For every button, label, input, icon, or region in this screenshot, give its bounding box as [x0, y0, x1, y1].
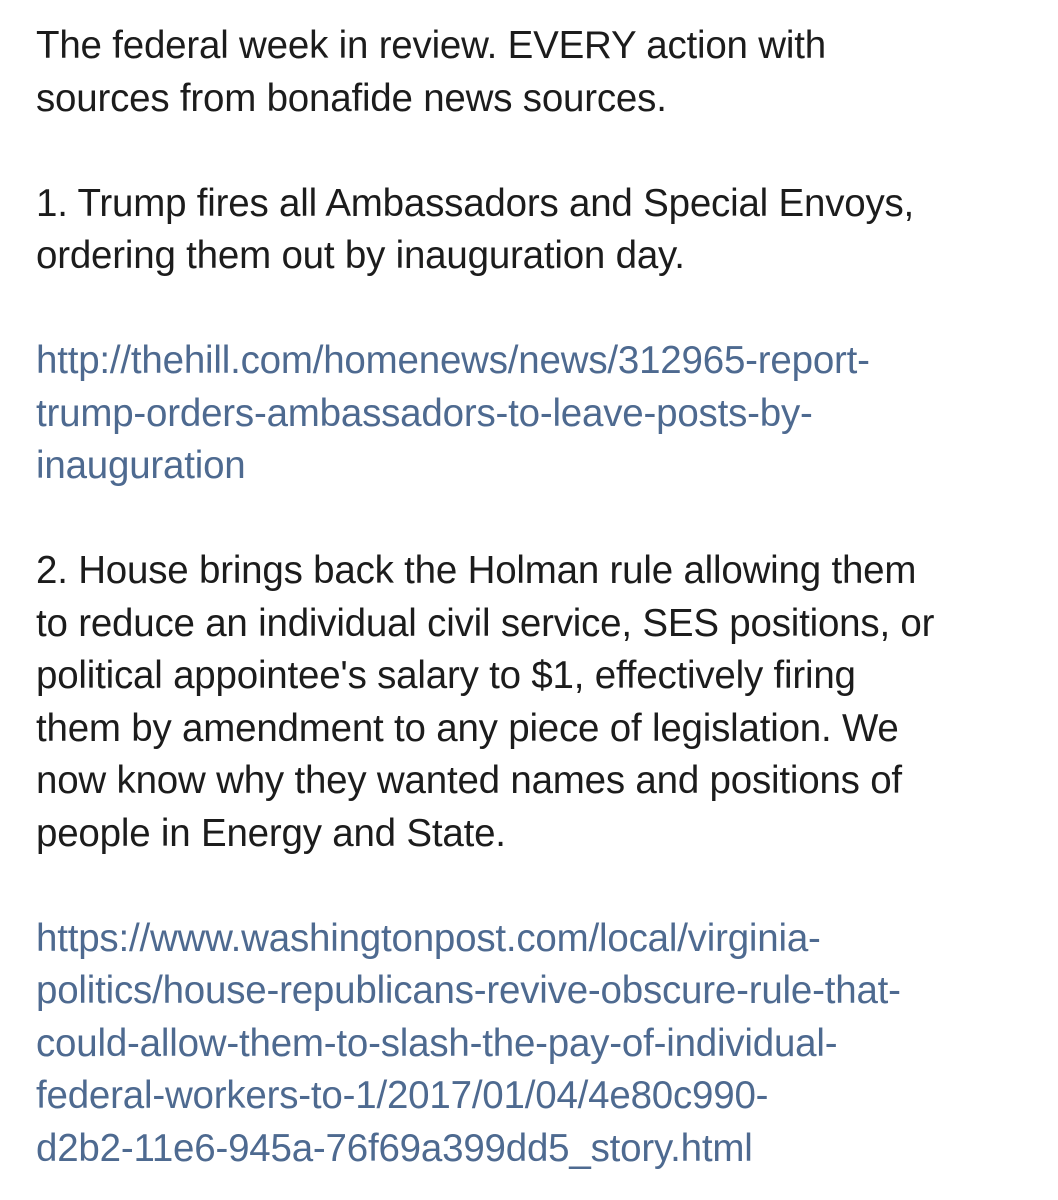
intro-line: The federal week in review. EVERY action with	[36, 24, 826, 67]
item-2-line: people in Energy and State.	[36, 811, 506, 855]
washingtonpost-link-line[interactable]: could-allow-them-to-slash-the-pay-of-individual-	[36, 1021, 838, 1065]
washingtonpost-link-line[interactable]: https://www.washingtonpost.com/local/virginia-	[36, 916, 821, 960]
thehill-link-line[interactable]: trump-orders-ambassadors-to-leave-posts-by-	[36, 391, 813, 435]
post-body	[36, 20, 1036, 1175]
item-2-line: political appointee's salary to $1, effectively firing	[36, 654, 856, 697]
washingtonpost-link-line[interactable]: politics/house-republicans-revive-obscure-rule-that-	[36, 969, 901, 1012]
item-1-paragraph	[36, 178, 1036, 283]
item-1-line: ordering them out by inauguration day.	[36, 234, 685, 277]
item-1-line: 1. Trump fires all Ambassadors and Special Envoys,	[36, 181, 915, 225]
paragraph-spacer	[36, 860, 1036, 913]
paragraph-spacer	[36, 283, 1036, 336]
intro-paragraph	[36, 20, 1036, 125]
item-2-line: to reduce an individual civil service, SES positions, or	[36, 601, 935, 645]
thehill-link-line[interactable]: inauguration	[36, 444, 246, 487]
item-2-line: them by amendment to any piece of legislation. We	[36, 706, 899, 750]
item-2-paragraph	[36, 545, 1036, 860]
paragraph-spacer	[36, 493, 1036, 546]
intro-line: sources from bonafide news sources.	[36, 76, 667, 120]
item-2-line: now know why they wanted names and positions of	[36, 759, 902, 802]
washingtonpost-link-line[interactable]: d2b2-11e6-945a-76f69a399dd5_story.html	[36, 1126, 753, 1170]
thehill-link-line[interactable]: http://thehill.com/homenews/news/312965-report-	[36, 339, 870, 382]
washingtonpost-link[interactable]	[36, 913, 1036, 1176]
washingtonpost-link-line[interactable]: federal-workers-to-1/2017/01/04/4e80c990-	[36, 1074, 769, 1117]
thehill-link[interactable]	[36, 335, 1036, 493]
paragraph-spacer	[36, 125, 1036, 178]
item-2-line: 2. House brings back the Holman rule allowing them	[36, 549, 917, 592]
